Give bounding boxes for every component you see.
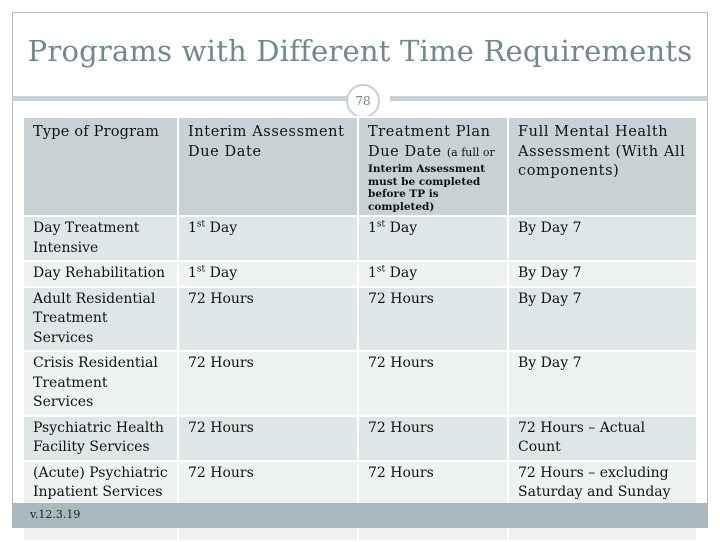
header-full-assessment: Full Mental Health Assessment (With All components) <box>508 117 697 216</box>
cell-treatment-plan: 72 Hours <box>358 287 508 352</box>
cell-interim-rest: Day <box>205 265 238 281</box>
table-row <box>23 416 697 461</box>
slide-title: Programs with Different Time Requirements <box>27 34 693 68</box>
cell-full-assessment: By Day 7 <box>508 261 697 287</box>
cell-interim <box>178 261 358 287</box>
cell-program: Psychiatric Health Facility Services <box>23 416 178 461</box>
cell-full-assessment: By Day 7 <box>508 216 697 261</box>
header-treatment-plan-note: Interim Assessment must be completed before TP is completed) <box>368 163 486 213</box>
cell-tp-sup: st <box>376 264 386 275</box>
cell-program: Day Treatment Intensive <box>23 216 178 261</box>
cell-tp-rest: Day <box>385 220 418 236</box>
header-treatment-plan-paren: (a full or <box>446 145 495 159</box>
title-rule-left <box>12 96 347 101</box>
header-interim-assessment: Interim Assessment Due Date <box>178 117 358 216</box>
cell-full-assessment: 72 Hours – Actual Count <box>508 416 697 461</box>
cell-interim-sup: st <box>196 219 206 230</box>
header-treatment-plan <box>358 117 508 216</box>
title-rule-right <box>390 96 708 101</box>
cell-treatment-plan <box>358 216 508 261</box>
cell-tp-num: 1 <box>368 220 377 236</box>
cell-program: Crisis Residential Treatment Services <box>23 351 178 416</box>
table-row <box>23 261 697 287</box>
table-row <box>23 216 697 261</box>
cell-treatment-plan: 72 Hours <box>358 461 508 541</box>
table-row <box>23 461 697 541</box>
cell-interim: 72 Hours <box>178 287 358 352</box>
cell-tp-num: 1 <box>368 265 377 281</box>
cell-program: Adult Residential Treatment Services <box>23 287 178 352</box>
time-requirements-table <box>22 116 698 542</box>
cell-full-assessment: By Day 7 <box>508 351 697 416</box>
cell-interim-num: 1 <box>188 220 197 236</box>
cell-interim: 72 Hours <box>178 461 358 541</box>
table-row <box>23 351 697 416</box>
cell-interim: 72 Hours <box>178 416 358 461</box>
footer-bar <box>12 503 708 528</box>
cell-tp-sup: st <box>376 219 386 230</box>
cell-interim-num: 1 <box>188 265 197 281</box>
cell-program: (Acute) Psychiatric Inpatient Services <box>23 461 178 541</box>
cell-full-assessment: 72 Hours – excluding Saturday and Sunday <box>508 461 697 541</box>
header-type-of-program: Type of Program <box>23 117 178 216</box>
table-row <box>23 287 697 352</box>
cell-interim: 72 Hours <box>178 351 358 416</box>
header-treatment-plan-main: Treatment Plan Due Date <box>368 124 491 160</box>
cell-interim-rest: Day <box>205 220 238 236</box>
version-label: v.12.3.19 <box>30 508 81 521</box>
page-number-badge: 78 <box>346 84 380 118</box>
cell-tp-rest: Day <box>385 265 418 281</box>
cell-treatment-plan <box>358 261 508 287</box>
cell-program: Day Rehabilitation <box>23 261 178 287</box>
table-header-row <box>23 117 697 216</box>
cell-full-assessment: By Day 7 <box>508 287 697 352</box>
cell-treatment-plan: 72 Hours <box>358 416 508 461</box>
cell-interim <box>178 216 358 261</box>
cell-treatment-plan: 72 Hours <box>358 351 508 416</box>
cell-interim-sup: st <box>196 264 206 275</box>
